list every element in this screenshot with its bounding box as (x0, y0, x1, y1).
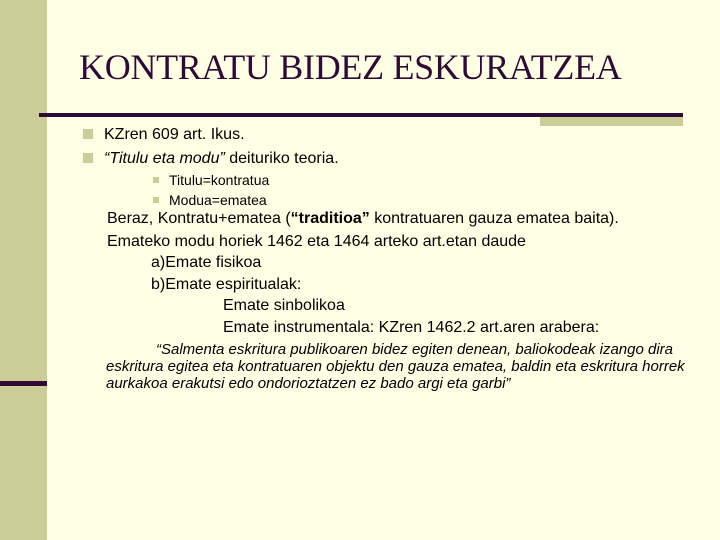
bullet-text-1: KZren 609 art. Ikus. (104, 126, 245, 143)
item-emate-instrumentala: Emate instrumentala: KZren 1462.2 art.aren arabera: (223, 319, 600, 336)
bullet-icon (83, 129, 93, 139)
item-emate-sinbolikoa: Emate sinbolikoa (223, 297, 345, 314)
paragraph-emateko-modu: Emateko modu horiek 1462 eta 1464 arteko art.etan daude (107, 233, 526, 250)
paragraph-traditioa (107, 209, 619, 229)
bullet-text-2-rest: deituriko teoria. (224, 150, 339, 167)
item-emate-espiritualak: b)Emate espiritualak: (151, 276, 302, 293)
subbullet-icon (153, 197, 159, 203)
item-emate-fisikoa: a)Emate fisikoa (151, 254, 262, 271)
legal-quote (106, 341, 686, 392)
subbullet-text-2: Modua=ematea (169, 192, 267, 208)
bullet-icon (83, 153, 93, 163)
sidebar-decoration (0, 0, 47, 540)
bullet-text-2-content (104, 150, 339, 167)
title-underline-accent (540, 117, 683, 126)
paragraph-traditioa-suffix: kontratuaren gauza ematea baita). (369, 210, 619, 227)
legal-quote-text: “Salmenta eskritura publikoaren bidez egiten denean, baliokodeak izango dira eskritura egitea eta kontratuaren objektu den gauza ematea, baldin eta eskritura horrek aurkakoa erakutsi edo ondorioztatzen ez bado argi eta garbi” (106, 341, 685, 392)
subbullet-icon (153, 177, 159, 183)
slide-title: KONTRATU BIDEZ ESKURATZEA (79, 47, 622, 87)
subbullet-text-1: Titulu=kontratua (169, 172, 270, 188)
bullet-text-2-italic: “Titulu eta modu” (104, 150, 225, 167)
paragraph-traditioa-bold: “traditioa” (290, 210, 370, 227)
bullet-text-2 (104, 149, 339, 169)
sidebar-accent-bar (0, 381, 47, 386)
paragraph-traditioa-prefix: Beraz, Kontratu+ematea ( (107, 210, 291, 227)
